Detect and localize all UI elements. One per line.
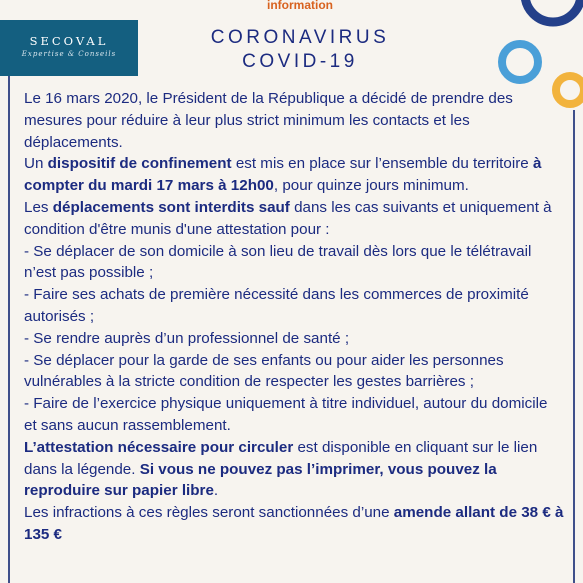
ring-dark-icon: [525, 0, 581, 22]
information-label: information: [267, 0, 333, 12]
bold-deplacements: déplacements sont interdits sauf: [52, 198, 290, 216]
list-item: - Faire de l’exercice physique uniquement à titre individuel, autour du domicile et sans aucun rassemblement.: [24, 395, 548, 434]
ring-blue-icon: [502, 44, 538, 80]
list-item: - Se rendre auprès d’un professionnel de santé ;: [24, 329, 350, 347]
paragraph-amende: [24, 502, 564, 546]
list-item: - Se déplacer de son domicile à son lieu de travail dès lors que le télétravail n’est pas possible ;: [24, 242, 532, 282]
exceptions-list: [24, 241, 564, 437]
bold-confinement: dispositif de confinement: [47, 155, 232, 173]
text-span: dans les cas suivants et uniquement à condition d'être munis d'une attestation pour :: [24, 198, 552, 238]
bold-attestation: L’attestation nécessaire pour circuler: [24, 438, 294, 456]
text-span: , pour quinze jours minimum.: [273, 177, 469, 195]
text-span: .: [213, 482, 219, 500]
page-title: [170, 26, 430, 74]
bold-date: à compter du mardi 17 mars à 12h00: [24, 155, 542, 195]
frame-left-line: [8, 76, 10, 583]
list-item: - Faire ses achats de première nécessité dans les commerces de proximité autorisés ;: [24, 286, 529, 325]
text-span: est mis en place sur l’ensemble du territoire: [231, 155, 533, 173]
text-span: Un: [24, 155, 48, 173]
paragraph-attestation: [24, 437, 564, 502]
bold-amende: amende allant de 38 € à 135 €: [24, 504, 564, 543]
secoval-logo: [0, 20, 138, 76]
paragraph-deplacements: [24, 197, 564, 241]
list-item: - Se déplacer pour la garde de ses enfants ou pour aider les personnes vulnérables à la stricte condition de respecter les gestes barrières ;: [24, 351, 504, 391]
frame-right-line: [573, 110, 575, 583]
logo-name: SECOVAL: [29, 34, 109, 48]
paragraph-confinement: [24, 153, 564, 197]
title-line-2: COVID-19: [242, 51, 358, 72]
title-line-1: CORONAVIRUS: [210, 27, 390, 48]
text-span: Les: [24, 198, 53, 216]
logo-tagline: Expertise & Conseils: [21, 50, 117, 58]
text-span: Les infractions à ces règles seront sanctionnées d’une: [24, 504, 394, 522]
bold-papier-libre: Si vous ne pouvez pas l’imprimer, vous pouvez la reproduire sur papier libre: [24, 460, 497, 500]
paragraph-intro: Le 16 mars 2020, le Président de la République a décidé de prendre des mesures pour réduire à leur plus strict minimum les contacts et les déplacements.: [24, 90, 513, 151]
main-content: [24, 88, 564, 546]
text-span: est disponible en cliquant sur le lien dans la légende.: [24, 438, 538, 478]
